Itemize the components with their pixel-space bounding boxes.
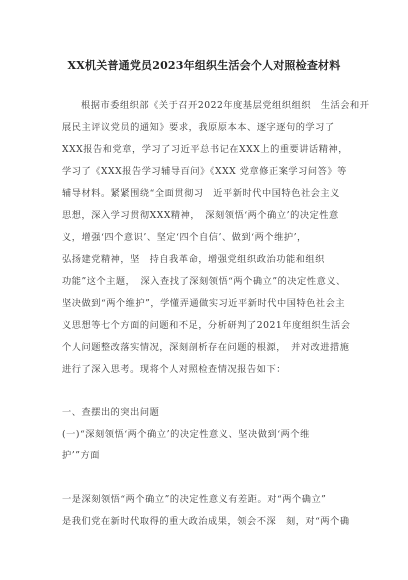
paragraph-line: XXX报告和党章，学习了习近平总书记在XXX上的重要讲话精神， — [62, 144, 348, 155]
paragraph-line: 学习了《XXX报告学习辅导百问》《XXX 党章修正案学习问答》等 — [62, 166, 347, 177]
paragraph-line: 弘扬建党精神，坚 持自我革命，增强党组织政治功能和组织 — [62, 254, 325, 265]
paragraph-line: 义思想等七个方面的问题和不足，分析研判了2021年度组织生活会 — [62, 320, 351, 331]
subsection-heading-line: (一)“深刻领悟‘两个确立’的决定性意义、坚决做到‘两个维 — [62, 429, 310, 440]
paragraph-line: 思想，深入学习贯彻XXX精神， 深刻领悟‘两个确立’的决定性意 — [62, 210, 339, 221]
document-title: XX机关普通党员2023年组织生活会个人对照检查材料 — [67, 59, 341, 72]
paragraph-line: 功能”这个主题， 深入查找了深刻领悟“两个确立”的决定性意义、 — [62, 276, 346, 287]
paragraph-line: 义，增强‘四个意识’、坚定‘四个自信’、做到‘两个维护’， — [62, 232, 307, 243]
paragraph-line: 进行了深入思考。现将个人对照检查情况报告如下： — [62, 364, 286, 375]
paragraph-line: 根据市委组织部《关于召开2022年度基层党组织组织 生活会和开 — [81, 100, 370, 111]
paragraph-line: 坚决做到“两个维护”，学懂弄通做实习近平新时代中国特色社会主 — [62, 298, 346, 309]
paragraph-line: 辅导材料。紧紧围绕“全面贯彻习 近平新时代中国特色社会主义 — [62, 188, 340, 199]
body-line: 一是深刻领悟“两个确立”的决定性意义有差距。对“两个确立” — [62, 494, 327, 505]
paragraph-line: 个人问题整改落实情况，深刻剖析存在问题的根源， 并对改进措施 — [62, 342, 350, 353]
section-heading: 一、查摆出的突出问题 — [62, 407, 160, 418]
body-line: 是我们党在新时代取得的重大政治成果，领会不深 刻，对“两个确 — [62, 516, 350, 527]
paragraph-line: 展民主评议党员的通知》要求，我原原本本、逐字逐句的学习了 — [62, 122, 335, 133]
subsection-heading-line: 护’”方面 — [62, 450, 100, 461]
